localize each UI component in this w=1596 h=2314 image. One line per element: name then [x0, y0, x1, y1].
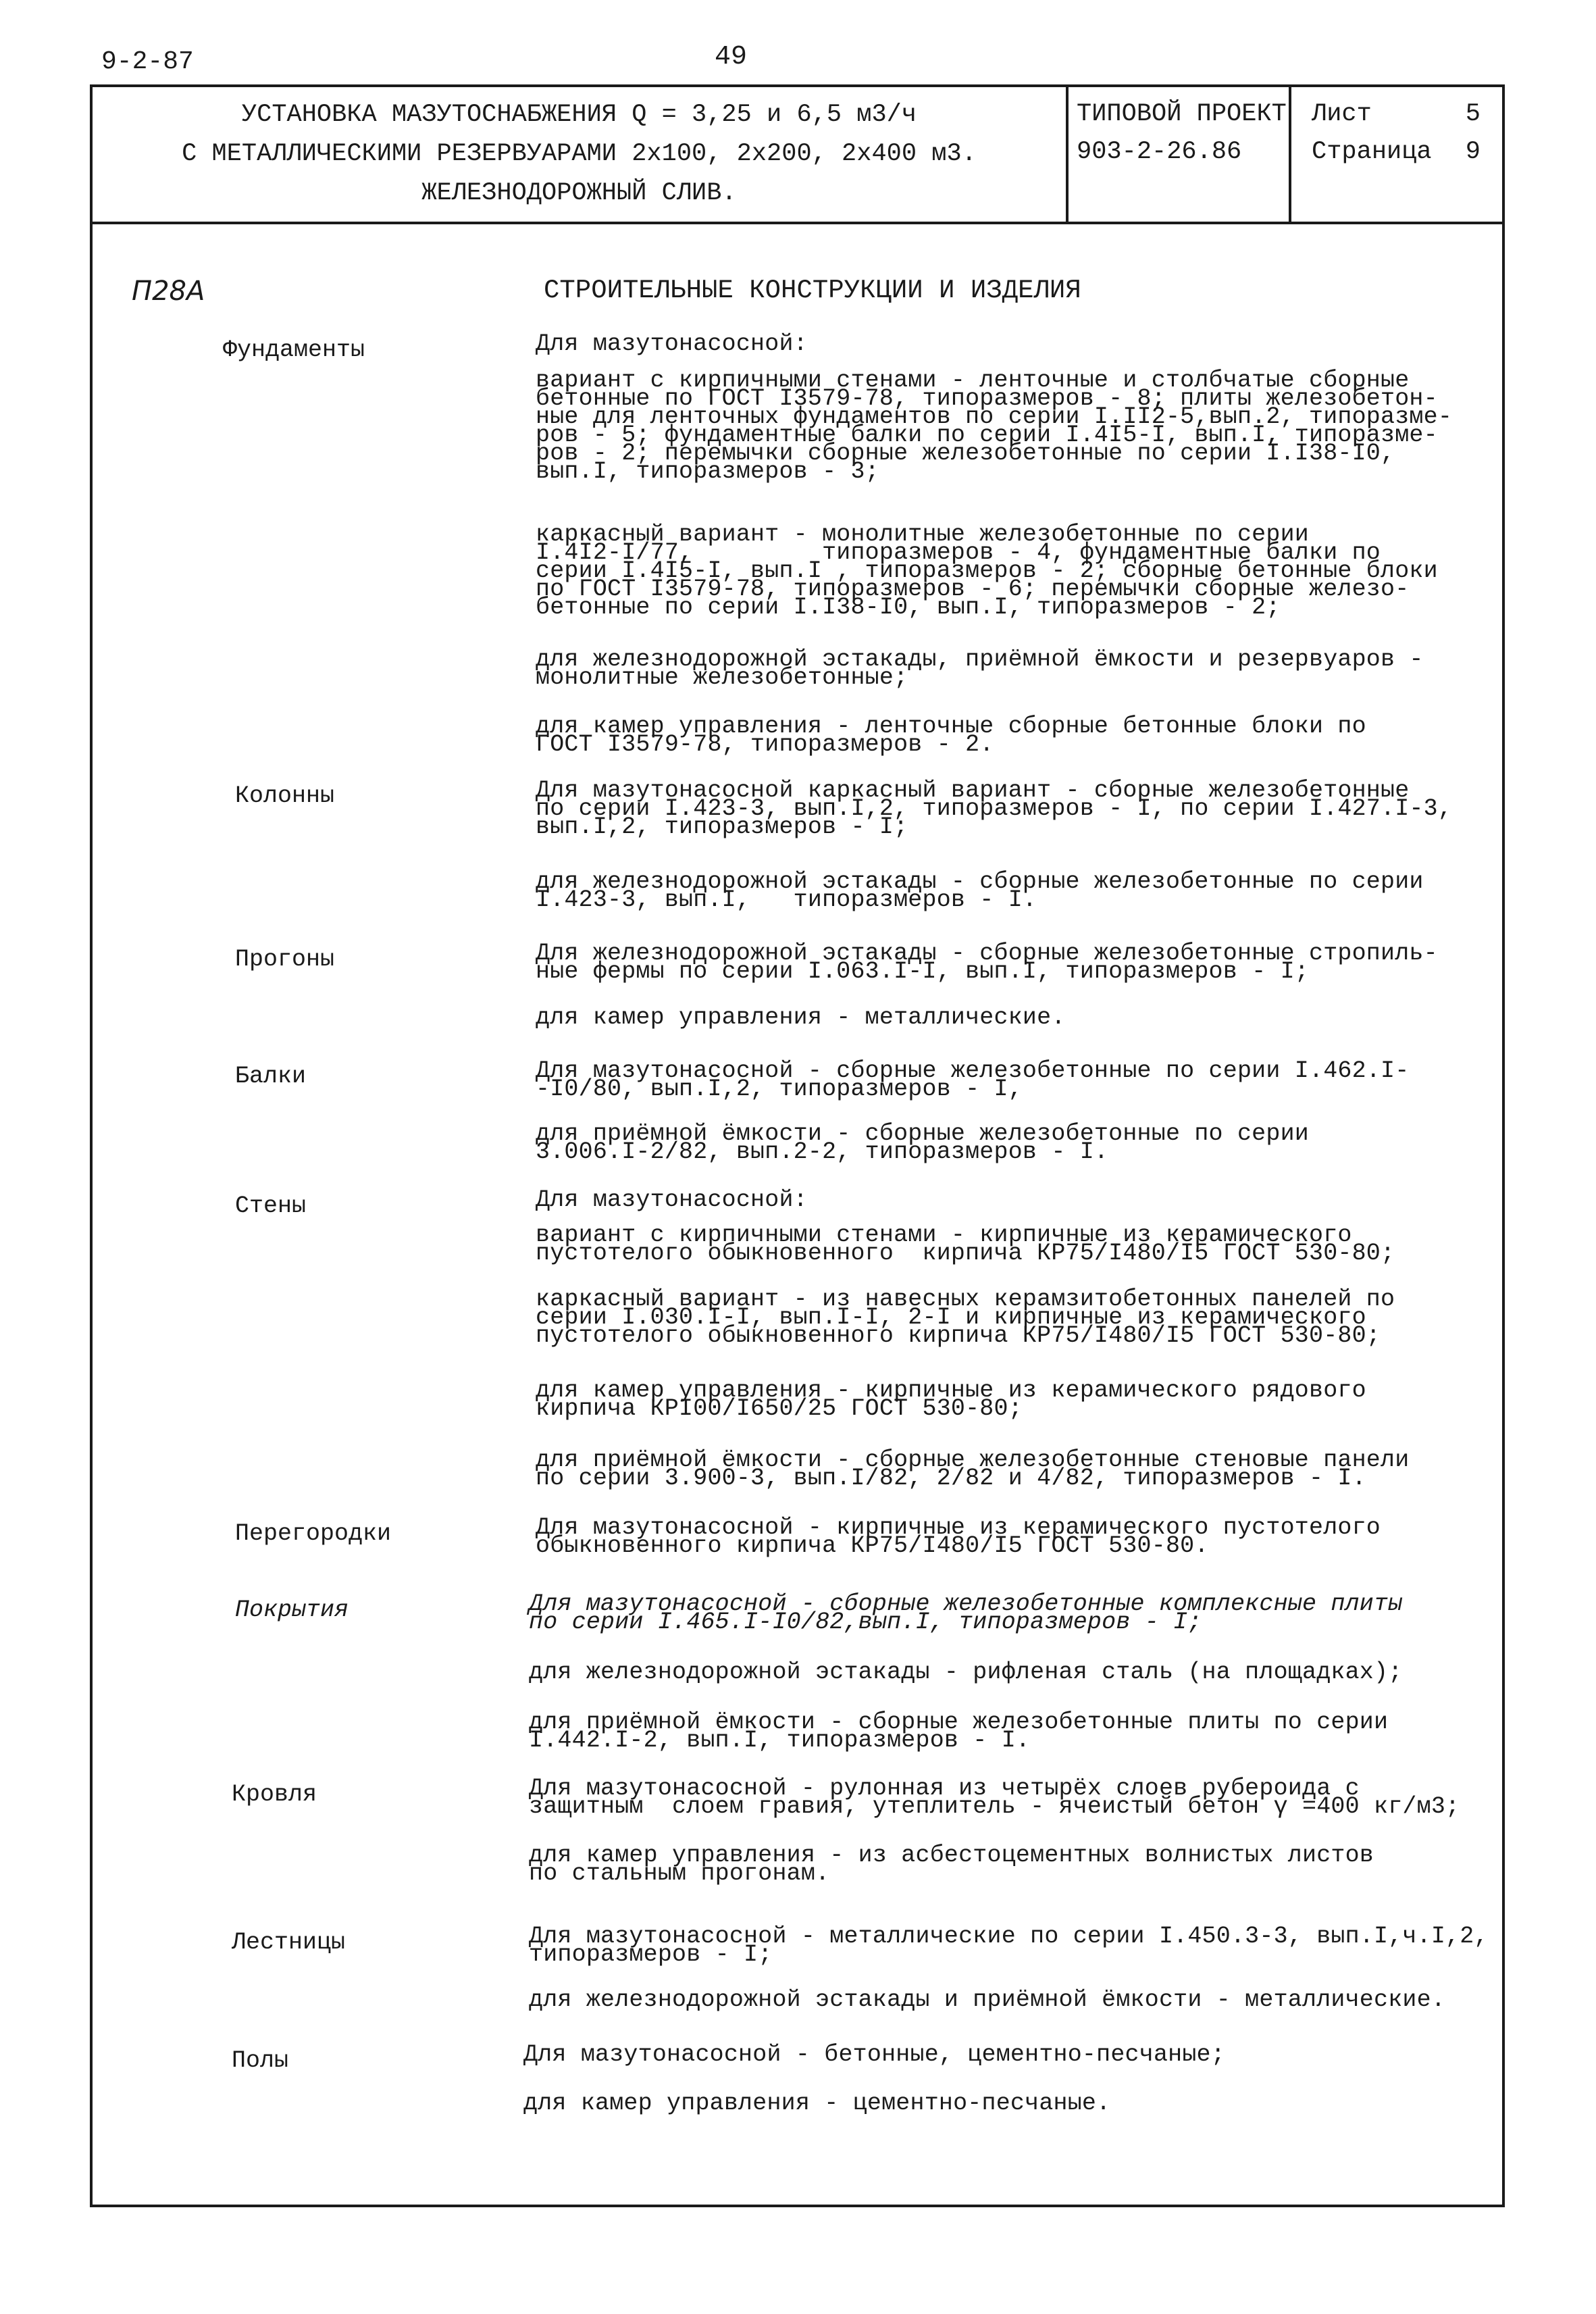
section-title: СТРОИТЕЛЬНЫЕ КОНСТРУКЦИИ И ИЗДЕЛИЯ — [544, 276, 1081, 305]
sheet-cell — [1291, 87, 1502, 222]
foundations-frame-variant: каркасный вариант - монолитные железобетонные по серии I.4I2-I/77, типоразмеров - 4, фундаментные балки по серии I.4I5-I, вып.I , типоразмеров - 2; сборные бетонные блоки по ГОСТ I3579-78, типоразмеров - 6; перемычки сборные железо- бетонные по серии I.I38-I0, вып.I, типоразмеров - 2; — [536, 521, 1438, 621]
page-label: Страница — [1312, 138, 1432, 166]
roofing-pump-station: Для мазутонасосной - рулонная из четырёх слоев рубероида с защитным слоем гравия, утеплитель - ячеистый бетон γ =400 кг/м3; — [529, 1775, 1460, 1820]
title-line-3: ЖЕЛЕЗНОДОРОЖНЫЙ СЛИВ. — [421, 179, 737, 207]
walls-brick-variant: вариант с кирпичными стенами - кирпичные из керамического пустотелого обыкновенного кирпича КР75/I480/I5 ГОСТ 530-80; — [536, 1222, 1395, 1267]
project-number: 903-2-26.86 — [1077, 138, 1242, 166]
label-walls: Стены — [235, 1192, 307, 1219]
title-block — [93, 87, 1502, 224]
coverings-railway-trestle: для железнодорожной эстакады - рифленая сталь (на площадках); — [529, 1659, 1403, 1686]
roofing-control-chambers: для камер управления - из асбестоцементных волнистых листов по стальным прогонам. — [529, 1842, 1374, 1887]
floors-control-chambers: для камер управления - цементно-песчаные. — [523, 2090, 1111, 2117]
walls-control-chambers: для камер управления - кирпичные из керамического рядового кирпича КРI00/I650/25 ГОСТ 530-80; — [536, 1377, 1366, 1422]
page-value: 9 — [1465, 138, 1481, 166]
project-label: ТИПОВОЙ ПРОЕКТ — [1077, 100, 1287, 128]
sheet-label: Лист — [1312, 100, 1372, 128]
label-stairs: Лестницы — [232, 1929, 346, 1956]
label-roofing: Кровля — [232, 1781, 317, 1808]
label-foundations: Фундаменты — [223, 336, 365, 363]
foundations-control-chambers: для камер управления - ленточные сборные бетонные блоки по ГОСТ I3579-78, типоразмеров - 2. — [536, 713, 1366, 758]
columns-railway-trestle: для железнодорожной эстакады - сборные железобетонные по серии I.423-3, вып.I, типоразмеров - I. — [536, 868, 1424, 913]
label-partitions: Перегородки — [235, 1520, 392, 1547]
beams-receiving-tank: для приёмной ёмкости - сборные железобетонные по серии 3.006.I-2/82, вып.2-2, типоразмеров - I. — [536, 1120, 1309, 1165]
foundations-brick-variant: вариант с кирпичными стенами - ленточные и столбчатые сборные бетонные по ГОСТ I3579-78, типоразмеров - 8; плиты железобетон- ные для ленточных фундаментов по серии I.II2-5,вып.2, типоразме- ров - 5; фундаментные балки по серии I.4I5-I, вып.I, типоразме- ров - 2; перемычки сборные железобетонные по серии I.I38-I0, вып.I, типоразмеров - 3; — [536, 367, 1453, 485]
walls-receiving-tank: для приёмной ёмкости - сборные железобетонные стеновые панели по серии 3.900-3, вып.I/82, 2/82 и 4/82, типоразмеров - I. — [536, 1447, 1410, 1492]
columns-pump-station: Для мазутонасосной каркасный вариант - сборные железобетонные по серии I.423-3, вып.I,2, типоразмеров - I, по серии I.427.I-3, вып.I,2, типоразмеров - I; — [536, 777, 1453, 840]
foundations-railway-trestle: для железнодорожной эстакады, приёмной ёмкости и резервуаров - монолитные железобетонные; — [536, 646, 1424, 691]
purlins-railway-trestle: Для железнодорожной эстакады - сборные железобетонные стропиль- ные фермы по серии I.063.I-I, вып.I, типоразмеров - I; — [536, 940, 1438, 985]
label-columns: Колонны — [235, 782, 335, 809]
foundations-intro: Для мазутонасосной: — [536, 330, 808, 357]
label-beams: Балки — [235, 1063, 307, 1090]
floors-pump-station: Для мазутонасосной - бетонные, цементно-песчаные; — [523, 2041, 1225, 2068]
coverings-pump-station: Для мазутонасосной - сборные железобетонные комплексные плиты по серии I.465.I-I0/82,вып.I, типоразмеров - I; — [529, 1590, 1403, 1636]
walls-intro: Для мазутонасосной: — [536, 1186, 808, 1213]
coverings-receiving-tank: для приёмной ёмкости - сборные железобетонные плиты по серии I.442.I-2, вып.I, типоразмеров - I. — [529, 1709, 1389, 1754]
stairs-pump-station: Для мазутонасосной - металлические по серии I.450.3-3, вып.I,ч.I,2, типоразмеров - I; — [529, 1923, 1489, 1968]
handwritten-doc-code: П28А — [132, 276, 205, 307]
title-line-1: УСТАНОВКА МАЗУТОСНАБЖЕНИЯ Q = 3,25 и 6,5 м3/ч — [241, 101, 917, 129]
page-number: 49 — [715, 42, 748, 72]
purlins-control-chambers: для камер управления - металлические. — [536, 1004, 1066, 1031]
beams-pump-station: Для мазутонасосной - сборные железобетонные по серии I.462.I- -I0/80, вып.I,2, типоразмеров - I, — [536, 1057, 1410, 1103]
label-floors: Полы — [232, 2047, 289, 2074]
title-cell — [93, 87, 1069, 222]
stairs-railway-trestle: для железнодорожной эстакады и приёмной ёмкости - металлические. — [529, 1986, 1446, 2013]
label-coverings: Покрытия — [235, 1596, 349, 1624]
sheet-value: 5 — [1465, 100, 1481, 128]
title-line-2: С МЕТАЛЛИЧЕСКИМИ РЕЗЕРВУАРАМИ 2х100, 2х200, 2х400 м3. — [182, 140, 977, 168]
walls-frame-variant: каркасный вариант - из навесных керамзитобетонных панелей по серии I.030.I-I, вып.I-I, 2-I и кирпичные из керамического пустотелого обыкновенного кирпича КР75/I480/I5 ГОСТ 530-80; — [536, 1286, 1395, 1349]
label-purlins: Прогоны — [235, 946, 335, 973]
project-cell — [1069, 87, 1291, 222]
document-code-corner: 9-2-87 — [101, 47, 194, 76]
partitions-pump-station: Для мазутонасосной - кирпичные из керамического пустотелого обыкновенного кирпича КР75/I480/I5 ГОСТ 530-80. — [536, 1514, 1381, 1559]
